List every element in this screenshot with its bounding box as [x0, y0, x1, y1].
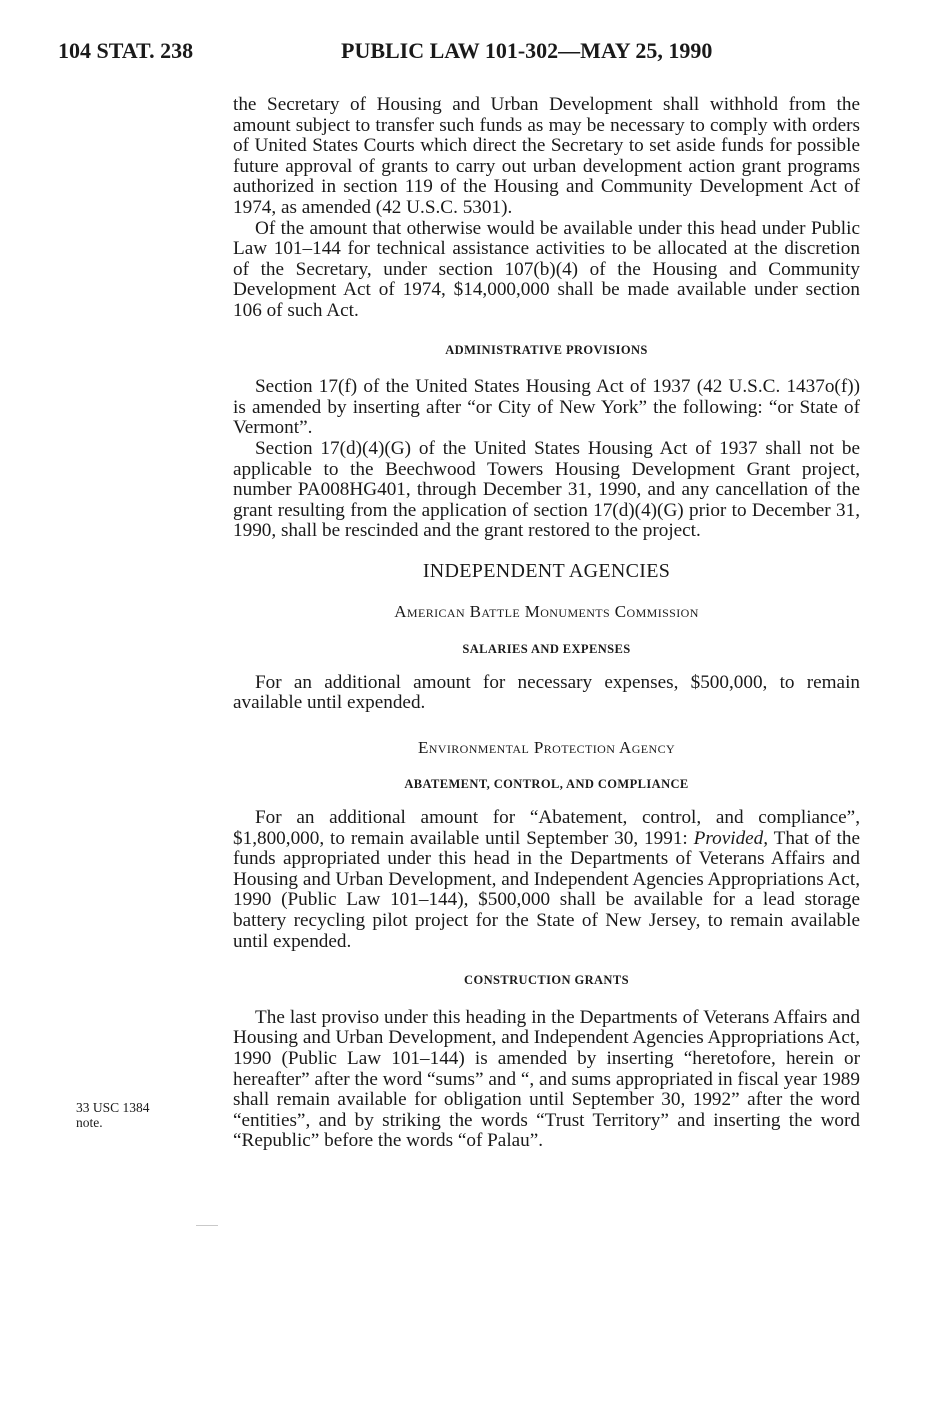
abatement-text-rest: That of the funds appropriated under this head in the Departments of Veterans Affairs and Housing and Urban Development, and Independent Agencies Appropriations Act, 1990 (Public Law 101–144), $500,000 shall be available for a lead storage battery recycling pilot project for the State of New Jersey, to remain available until expended. — [233, 827, 860, 952]
paragraph-section-17f: Section 17(f) of the United States Housing Act of 1937 (42 U.S.C. 1437o(f)) is amended by inserting after “or City of New York” the following: “or State of Vermont”. — [233, 376, 860, 439]
heading-administrative-provisions: ADMINISTRATIVE PROVISIONS — [445, 342, 648, 357]
heading-salaries-expenses: SALARIES AND EXPENSES — [462, 642, 631, 657]
heading-independent-agencies: INDEPENDENT AGENCIES — [422, 559, 671, 582]
paragraph-section-17d4g: Section 17(d)(4)(G) of the United States Housing Act of 1937 shall not be applicable to the Beechwood Towers Housing Development Grant project, number PA008HG401, through December 31, 1990, and any cancellation of the grant resulting from the application of section 17(d)(4)(G) prior to December 31, 1990, shall be rescinded and the grant restored to the project. — [233, 437, 860, 542]
paragraph-abatement-amount — [233, 808, 860, 952]
paragraph-hud-withhold: the Secretary of Housing and Urban Development shall withhold from the amount subject to transfer such funds as may be necessary to comply with orders of United States Courts which direct the Secretary to set aside funds for possible future approval of grants to carry out urban development action grant programs authorized in section 119 of the Housing and Community Development Act of 1974, as amended (42 U.S.C. 5301). — [233, 94, 860, 218]
paragraph-construction-grants: The last proviso under this heading in the Departments of Veterans Affairs and Housing and Urban Development, and Independent Agencies Appropriations Act, 1990 (Public Law 101–144) is amended by inserting “heretofore, herein or hereafter” after the word “sums” and “, and sums appropriated in fiscal year 1989 shall remain available for obligation until September 30, 1992” after the word “entities”, and by striking the words “Trust Territory” and inserting the word “Republic” before the words “of Palau”. — [233, 1006, 860, 1152]
document-body — [233, 95, 860, 1152]
heading-abmc: American Battle Monuments Commission — [394, 602, 699, 622]
page-header — [58, 38, 888, 78]
paragraph-technical-assistance: Of the amount that otherwise would be available under this head under Public Law 101–144 for technical assistance activities to be allocated at the discretion of the Secretary, under section 107(b)(4) of the Housing and Community Development Act of 1974, $14,000,000 shall be made available under section 106 of such Act. — [233, 217, 860, 321]
statute-page-reference: 104 STAT. 238 — [58, 38, 194, 63]
paragraph-abmc-amount: For an additional amount for necessary expenses, $500,000, to remain available until expended. — [233, 671, 860, 714]
marginal-note-label: note. — [76, 1115, 103, 1130]
stray-rule-mark — [196, 1225, 218, 1226]
abatement-text-start: For an additional amount for “Abatement, control, and compliance”, $1,800,000, to remain available until September 30, 1991: — [233, 807, 860, 849]
marginal-note — [76, 1100, 186, 1130]
public-law-title: PUBLIC LAW 101-302—MAY 25, 1990 — [341, 38, 713, 63]
provided-emphasis: Provided, — [693, 827, 769, 849]
heading-epa: Environmental Protection Agency — [417, 737, 676, 757]
heading-abatement: ABATEMENT, CONTROL, AND COMPLIANCE — [404, 777, 689, 792]
marginal-note-citation: 33 USC 1384 — [76, 1100, 150, 1115]
heading-construction-grants: CONSTRUCTION GRANTS — [464, 973, 629, 988]
